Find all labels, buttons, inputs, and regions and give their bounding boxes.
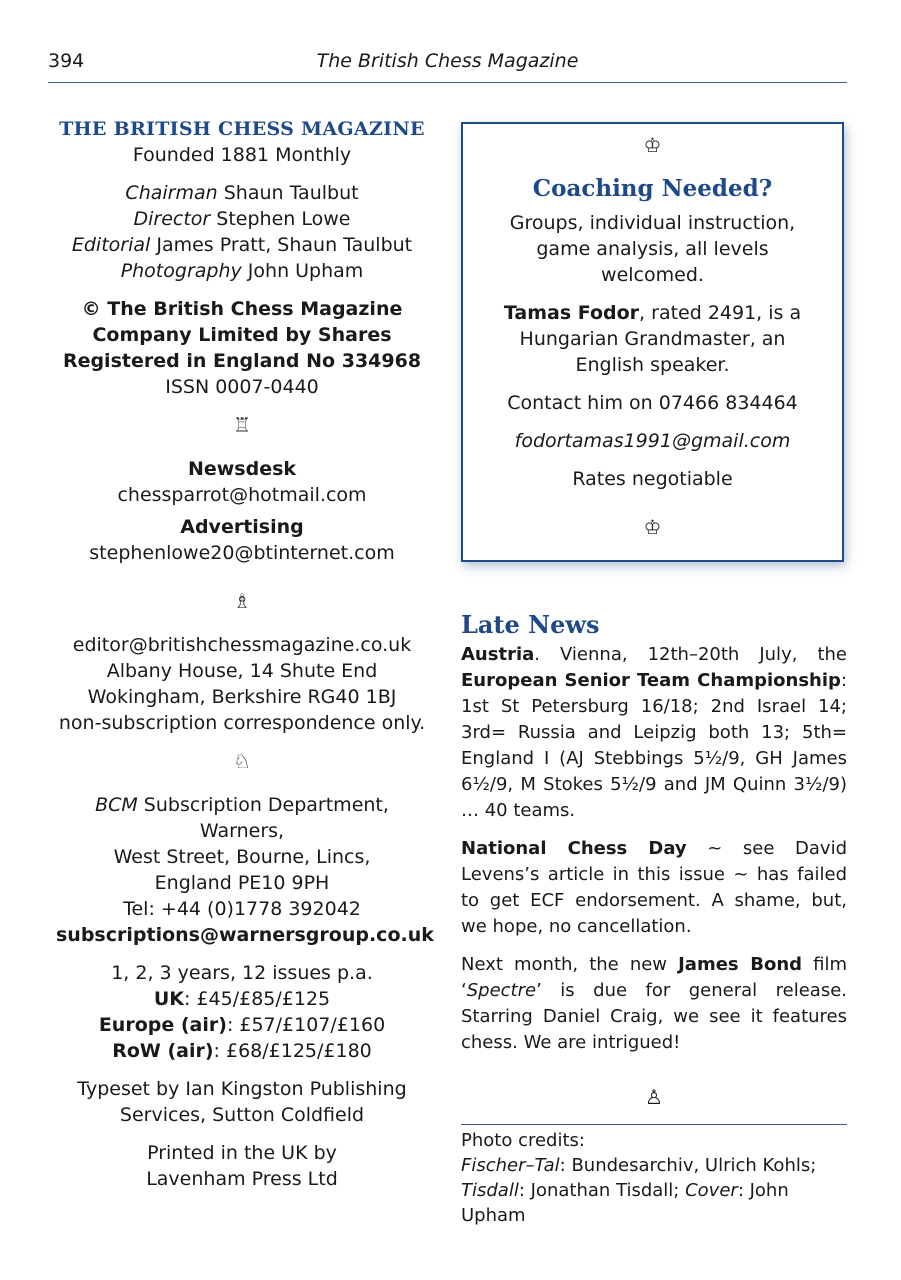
bishop-icon: ♗: [233, 589, 251, 613]
coaching-title: Coaching Needed?: [532, 175, 773, 202]
news-item-chess-day: National Chess Day ~ see David Levens’s article in this issue ~ has failed to get ECF endorsement. A shame, but, we hope, no cancellation.: [461, 838, 847, 937]
editor-email[interactable]: editor@britishchessmagazine.co.uk: [72, 634, 412, 656]
coaching-rates: Rates negotiable: [572, 468, 733, 490]
subscription-email[interactable]: subscriptions@warnersgroup.co.uk: [56, 924, 434, 946]
price-europe: Europe (air): £57/£107/£160: [98, 1014, 386, 1036]
page-header: [48, 48, 847, 83]
subscription-address: BCM Subscription Department, Warners, West Street, Bourne, Lincs, England PE10 9PH Tel: +44 (0)1778 392042 subscriptions@warnersgroup.co.uk: [56, 794, 434, 946]
pawn-icon: ♙: [645, 1085, 663, 1109]
typeset-credit: Typeset by Ian Kingston Publishing Services, Sutton Coldfield: [77, 1078, 407, 1126]
pricing: 1, 2, 3 years, 12 issues p.a. UK: £45/£85/£125 Europe (air): £57/£107/£160 RoW (air): £68/£125/£180: [56, 960, 428, 1064]
company-info: © The British Chess Magazine Company Limited by Shares Registered in England No 334968 ISSN 0007-0440: [56, 296, 428, 400]
advertising-label: Advertising: [180, 516, 304, 538]
newsdesk-email[interactable]: chessparrot@hotmail.com: [117, 484, 367, 506]
price-row: RoW (air): £68/£125/£180: [112, 1040, 372, 1062]
rook-icon: ♖: [233, 413, 251, 437]
masthead-column: [56, 116, 434, 1204]
king-icon-top: ♔: [643, 133, 662, 157]
price-uk: UK: £45/£85/£125: [153, 988, 331, 1010]
news-item-bond: Next month, the new James Bond film ‘Spectre’ is due for general release. Starring Daniel Craig, we see it features chess. We are intrigued!: [461, 954, 847, 1053]
founded-line: Founded 1881 Monthly: [132, 144, 352, 166]
running-title: The British Chess Magazine: [316, 50, 579, 72]
page-number: 394: [48, 50, 85, 72]
coaching-contact: Contact him on 07466 834464: [507, 392, 798, 414]
coaching-coach: Tamas Fodor, rated 2491, is a Hungarian Grandmaster, an English speaker.: [503, 302, 802, 376]
staff-photography: Photography John Upham: [120, 260, 364, 282]
staff-editorial: Editorial James Pratt, Shaun Taulbut: [71, 234, 413, 256]
newsdesk-label: Newsdesk: [187, 458, 297, 480]
coaching-intro: Groups, individual instruction, game analysis, all levels welcomed.: [509, 212, 796, 286]
editor-address: editor@britishchessmagazine.co.uk Albany House, 14 Shute End Wokingham, Berkshire RG40 1BJ non-subscription correspondence only.: [56, 632, 428, 736]
knight-icon: ♘: [233, 749, 251, 773]
staff-chairman: Chairman Shaun Taulbut: [125, 182, 359, 204]
coaching-ad-box: [461, 122, 844, 562]
staff-director: Director Stephen Lowe: [133, 208, 351, 230]
photo-credits-text: Fischer–Tal: Bundesarchiv, Ulrich Kohls; Tisdall: Jonathan Tisdall; Cover: John Upham: [461, 1155, 817, 1226]
photo-credits-label: Photo credits:: [461, 1130, 585, 1151]
news-item-austria: Austria. Vienna, 12th–20th July, the European Senior Team Championship: 1st St Petersburg 16/18; 2nd Israel 14; 3rd= Russia and Leipzig both 13; 5th= England I (AJ Stebbings 5½/9, GH James 6½/9, M Stokes 5½/9 and JM Quinn 3½/9) … 40 teams.: [461, 644, 847, 821]
staff-list: [56, 180, 428, 284]
credits-divider: [461, 1124, 847, 1125]
printer-credit: Printed in the UK by Lavenham Press Ltd: [146, 1142, 338, 1190]
photo-credits: [461, 1128, 847, 1228]
late-news-title: Late News: [461, 610, 600, 639]
contacts: [56, 456, 428, 566]
late-news-section: [461, 608, 847, 1110]
masthead-title: THE BRITISH CHESS MAGAZINE: [59, 118, 425, 140]
coaching-email[interactable]: fodortamas1991@gmail.com: [514, 430, 791, 452]
king-icon-bottom: ♔: [643, 515, 662, 539]
advertising-email[interactable]: stephenlowe20@btinternet.com: [89, 542, 395, 564]
issn: ISSN 0007-0440: [165, 376, 319, 398]
